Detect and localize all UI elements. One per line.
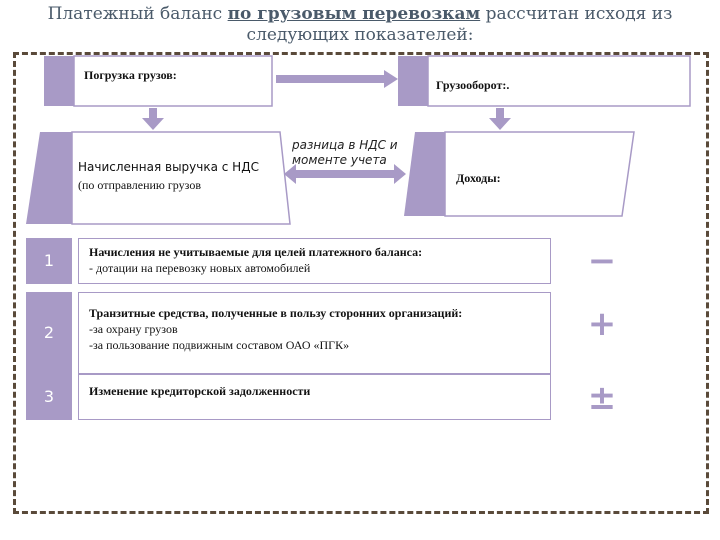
title-part-1: Платежный баланс: [47, 4, 228, 24]
row-3-box: [78, 374, 551, 420]
row-1-heading: Начисления не учитываемые для целей платежного баланса:: [89, 245, 423, 259]
top-arrow: [276, 70, 398, 88]
row-2-heading: Транзитные средства, полученные в пользу сторонних организаций:: [89, 306, 463, 320]
row-2: [26, 292, 551, 374]
row-2-item-2: -за пользование подвижным составом ОАО «ПГК»: [89, 338, 350, 352]
row-3-heading: Изменение кредиторской задолженности: [89, 384, 311, 398]
row-1: [26, 238, 551, 284]
plus-minus-sign: ±: [587, 378, 617, 418]
down-arrow-right: [489, 108, 511, 130]
revenue-label-1: Начисленная выручка с НДС: [78, 160, 259, 174]
row-1-number: 1: [26, 238, 72, 284]
revenue-label-2: (по отправлению грузов: [78, 178, 201, 192]
row-1-item-1: - дотации на перевозку новых автомобилей: [89, 261, 311, 275]
plus-sign: +: [587, 304, 617, 344]
row-3-number: 3: [26, 374, 72, 420]
row-2-box: [78, 292, 551, 374]
turnover-label: Грузооборот:.: [436, 78, 510, 92]
row-3: [26, 374, 551, 420]
loading-label: Погрузка грузов:: [84, 68, 177, 82]
row-2-item-1: -за охрану грузов: [89, 322, 178, 336]
row-1-box: [78, 238, 551, 284]
title-part-2: по грузовым перевозкам: [227, 4, 481, 24]
income-box: [404, 132, 634, 216]
down-arrow-left: [142, 108, 164, 130]
income-label: Доходы:: [456, 171, 501, 185]
row-2-number: 2: [26, 292, 72, 374]
vat-note: разница в НДС и моменте учета: [292, 138, 398, 167]
title-part-3: рассчитан исходя из следующих показателей:: [246, 4, 673, 45]
minus-sign: −: [587, 241, 617, 281]
